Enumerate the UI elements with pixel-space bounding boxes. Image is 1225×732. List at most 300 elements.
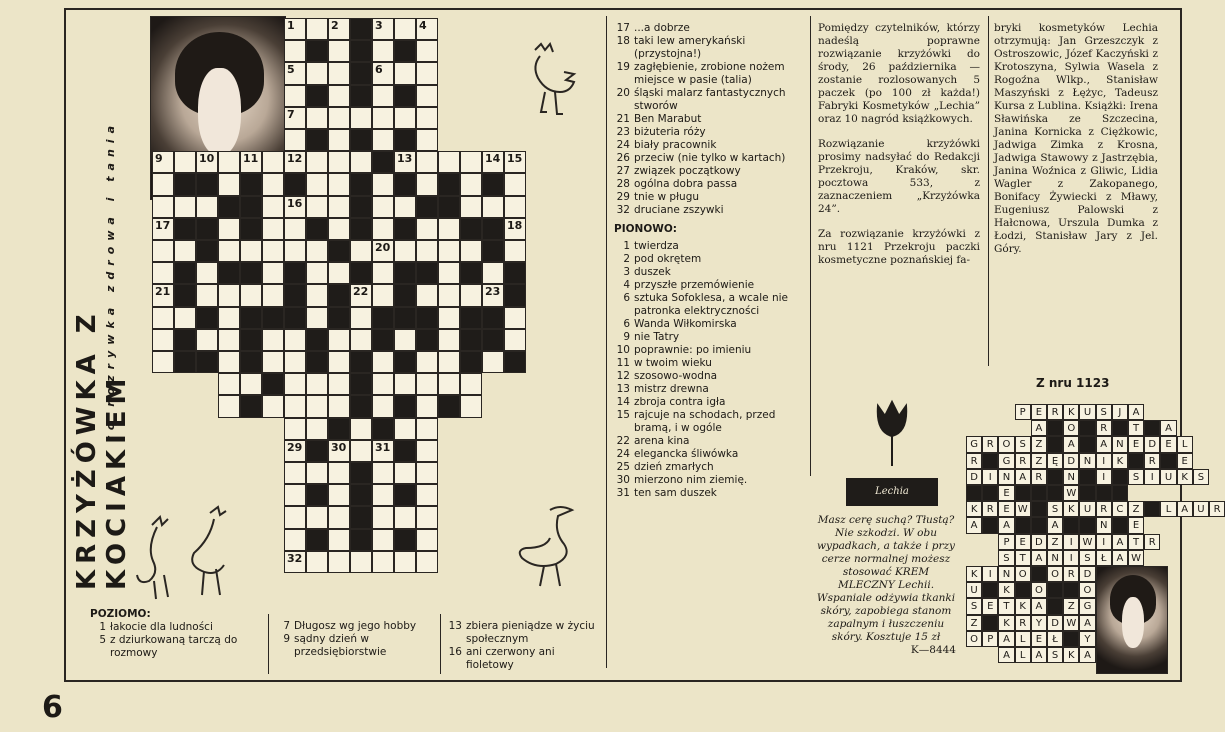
clue-row xyxy=(614,409,804,435)
grid-cell[interactable] xyxy=(152,240,174,262)
contest-paragraph: Za rozwiązanie krzyżówki z nru 1121 Przekroju paczki kosmetyczne poznańskiej fa- xyxy=(818,228,980,266)
grid-cell[interactable] xyxy=(438,262,460,284)
black-cell xyxy=(416,329,438,351)
grid-cell[interactable] xyxy=(306,284,328,306)
grid-cell[interactable] xyxy=(372,129,394,151)
mini-black-cell xyxy=(1079,517,1095,533)
grid-cell[interactable] xyxy=(284,529,306,551)
grid-cell[interactable] xyxy=(328,62,350,84)
grid-cell[interactable] xyxy=(394,329,416,351)
grid-cell[interactable] xyxy=(218,151,240,173)
black-cell xyxy=(174,218,196,240)
mini-letter-cell: A xyxy=(998,631,1014,647)
grid-cell[interactable] xyxy=(394,18,416,40)
black-cell xyxy=(394,262,416,284)
grid-cell[interactable] xyxy=(372,262,394,284)
clue-text: ten sam duszek xyxy=(634,487,717,499)
divider xyxy=(268,614,269,674)
grid-cell[interactable] xyxy=(416,151,438,173)
grid-cell[interactable] xyxy=(306,18,328,40)
grid-cell[interactable] xyxy=(174,151,196,173)
grid-cell[interactable] xyxy=(152,151,174,173)
grid-cell[interactable] xyxy=(240,284,262,306)
mini-letter-cell: A xyxy=(1128,404,1144,420)
clue-number: 17 xyxy=(616,22,630,34)
mini-letter-cell: O xyxy=(1015,566,1031,582)
mini-black-cell xyxy=(1031,566,1047,582)
grid-cell[interactable] xyxy=(504,240,526,262)
grid-cell[interactable] xyxy=(416,173,438,195)
mini-letter-cell: D xyxy=(1079,566,1095,582)
grid-cell[interactable] xyxy=(416,418,438,440)
grid-cell[interactable] xyxy=(284,218,306,240)
mini-letter-cell: R xyxy=(1209,501,1225,517)
grid-cell[interactable] xyxy=(438,284,460,306)
mini-letter-cell: I xyxy=(1063,534,1079,550)
mini-letter-cell: T xyxy=(998,598,1014,614)
grid-cell[interactable] xyxy=(482,196,504,218)
black-cell xyxy=(218,196,240,218)
grid-cell[interactable] xyxy=(262,351,284,373)
clue-text: zbroja contra igła xyxy=(634,396,726,408)
grid-cell[interactable] xyxy=(372,240,394,262)
grid-cell[interactable] xyxy=(394,151,416,173)
clue-row xyxy=(614,152,804,165)
clue-text: zbiera pieniądze w życiu społecznym xyxy=(466,620,595,645)
grid-cell[interactable] xyxy=(372,18,394,40)
grid-cell[interactable] xyxy=(306,307,328,329)
grid-cell[interactable] xyxy=(328,329,350,351)
grid-cell[interactable] xyxy=(174,240,196,262)
grid-cell[interactable] xyxy=(350,284,372,306)
grid-cell[interactable] xyxy=(482,351,504,373)
mini-black-cell xyxy=(1047,582,1063,598)
grid-cell[interactable] xyxy=(306,262,328,284)
grid-cell[interactable] xyxy=(196,284,218,306)
cell-number: 7 xyxy=(287,107,295,121)
grid-cell[interactable] xyxy=(262,240,284,262)
mini-letter-cell: K xyxy=(1063,501,1079,517)
grid-cell[interactable] xyxy=(262,329,284,351)
grid-cell[interactable] xyxy=(372,529,394,551)
grid-cell[interactable] xyxy=(218,218,240,240)
grid-cell[interactable] xyxy=(416,62,438,84)
clue-text: Ben Marabut xyxy=(634,113,702,125)
grid-cell[interactable] xyxy=(218,307,240,329)
grid-cell[interactable] xyxy=(306,395,328,417)
grid-cell[interactable] xyxy=(394,240,416,262)
grid-cell[interactable] xyxy=(504,329,526,351)
black-cell xyxy=(460,351,482,373)
clue-row xyxy=(614,126,804,139)
grid-cell[interactable] xyxy=(394,418,416,440)
black-cell xyxy=(504,351,526,373)
ad-code: K—8444 xyxy=(910,644,956,656)
clue-number: 14 xyxy=(616,396,630,408)
grid-cell[interactable] xyxy=(416,129,438,151)
grid-cell[interactable] xyxy=(350,240,372,262)
grid-cell[interactable] xyxy=(152,284,174,306)
grid-cell[interactable] xyxy=(394,196,416,218)
grid-cell[interactable] xyxy=(262,395,284,417)
black-cell xyxy=(284,173,306,195)
grid-cell[interactable] xyxy=(284,462,306,484)
mini-black-cell xyxy=(1047,420,1063,436)
grid-cell[interactable] xyxy=(482,151,504,173)
clue-number: 9 xyxy=(623,331,630,343)
grid-cell[interactable] xyxy=(306,418,328,440)
grid-cell[interactable] xyxy=(262,151,284,173)
grid-cell[interactable] xyxy=(416,218,438,240)
grid-cell[interactable] xyxy=(284,373,306,395)
grid-cell[interactable] xyxy=(416,440,438,462)
grid-cell[interactable] xyxy=(372,40,394,62)
grid-cell[interactable] xyxy=(372,440,394,462)
grid-cell[interactable] xyxy=(372,484,394,506)
grid-cell[interactable] xyxy=(438,329,460,351)
grid-cell[interactable] xyxy=(306,506,328,528)
mini-letter-cell: L xyxy=(1177,436,1193,452)
grid-cell[interactable] xyxy=(416,240,438,262)
grid-cell[interactable] xyxy=(174,196,196,218)
black-cell xyxy=(240,329,262,351)
grid-cell[interactable] xyxy=(218,329,240,351)
mini-black-cell xyxy=(1015,582,1031,598)
black-cell xyxy=(196,240,218,262)
mini-black-cell xyxy=(1063,631,1079,647)
grid-cell[interactable] xyxy=(350,151,372,173)
mini-letter-cell: A xyxy=(1079,615,1095,631)
grid-cell[interactable] xyxy=(438,307,460,329)
grid-cell[interactable] xyxy=(328,351,350,373)
grid-cell[interactable] xyxy=(350,418,372,440)
grid-cell[interactable] xyxy=(262,218,284,240)
grid-cell[interactable] xyxy=(416,85,438,107)
grid-cell[interactable] xyxy=(152,351,174,373)
grid-cell[interactable] xyxy=(328,218,350,240)
contest-paragraph: Rozwiązanie krzyżówki prosimy nadsyłać do Redakcji Przekroju, Kraków, skr. pocztowa 533, z zaznaczeniem „Krzyżówka 24”. xyxy=(818,138,980,215)
grid-cell[interactable] xyxy=(328,173,350,195)
grid-cell[interactable] xyxy=(152,307,174,329)
grid-cell[interactable] xyxy=(218,240,240,262)
clue-text: z dziurkowaną tarczą do rozmowy xyxy=(110,634,238,659)
grid-cell[interactable] xyxy=(262,284,284,306)
grid-cell[interactable] xyxy=(438,373,460,395)
clue-number: 18 xyxy=(616,35,630,47)
mini-letter-cell: I xyxy=(1063,550,1079,566)
black-cell xyxy=(482,240,504,262)
mini-black-cell xyxy=(1112,517,1128,533)
black-cell xyxy=(350,129,372,151)
mini-letter-cell: S xyxy=(966,598,982,614)
grid-cell[interactable] xyxy=(416,40,438,62)
grid-cell[interactable] xyxy=(284,18,306,40)
cell-number: 29 xyxy=(287,440,303,454)
clue-row xyxy=(614,61,804,87)
grid-cell[interactable] xyxy=(306,196,328,218)
clue-number: 13 xyxy=(616,383,630,395)
grid-cell[interactable] xyxy=(306,551,328,573)
grid-cell[interactable] xyxy=(306,62,328,84)
grid-cell[interactable] xyxy=(174,307,196,329)
grid-cell[interactable] xyxy=(306,151,328,173)
grid-cell[interactable] xyxy=(152,218,174,240)
grid-cell[interactable] xyxy=(460,284,482,306)
clue-row xyxy=(614,292,804,318)
grid-cell[interactable] xyxy=(328,395,350,417)
mini-letter-cell: Z xyxy=(1031,436,1047,452)
grid-cell[interactable] xyxy=(306,107,328,129)
contest-paragraph: Pomiędzy czytelników, którzy nadeślą poprawne rozwiązanie krzyżówki do środy, 26 października — zostanie rozlosowanych 5 paczek (po 100 zł każda!) Fabryki Kosmetyków „Lechia” oraz 10 nagród książkowych. xyxy=(818,22,980,125)
grid-cell[interactable] xyxy=(262,262,284,284)
grid-cell[interactable] xyxy=(460,151,482,173)
mini-black-cell xyxy=(1015,517,1031,533)
grid-cell[interactable] xyxy=(394,62,416,84)
grid-cell[interactable] xyxy=(262,173,284,195)
grid-cell[interactable] xyxy=(328,18,350,40)
cell-number: 17 xyxy=(155,218,171,232)
grid-cell[interactable] xyxy=(240,151,262,173)
grid-cell[interactable] xyxy=(416,395,438,417)
grid-cell[interactable] xyxy=(482,262,504,284)
black-cell xyxy=(460,307,482,329)
grid-cell[interactable] xyxy=(372,351,394,373)
grid-cell[interactable] xyxy=(240,373,262,395)
mini-letter-cell: P xyxy=(982,631,998,647)
grid-cell[interactable] xyxy=(460,240,482,262)
grid-cell[interactable] xyxy=(504,307,526,329)
mini-letter-cell: A xyxy=(1047,517,1063,533)
grid-cell[interactable] xyxy=(284,484,306,506)
grid-cell[interactable] xyxy=(328,107,350,129)
grid-cell[interactable] xyxy=(438,240,460,262)
grid-cell[interactable] xyxy=(372,218,394,240)
grid-cell[interactable] xyxy=(394,373,416,395)
grid-cell[interactable] xyxy=(218,373,240,395)
grid-cell[interactable] xyxy=(284,329,306,351)
grid-cell[interactable] xyxy=(394,506,416,528)
black-cell xyxy=(306,129,328,151)
grid-cell[interactable] xyxy=(504,173,526,195)
grid-cell[interactable] xyxy=(350,440,372,462)
winners-list: bryki kosmetyków Lechia otrzymują: Jan Grzeszczyk z Ostroszowic, Józef Kaczyński z Krotoszyna, Sylwia Wasela z Rogoźna Wlkp., Stanisław Maszyński z Łężyc, Tadeusz Kursa z Lublina. Książki: Irena Sławińska ze Szczecina, Janina Kornicka z Ciężkowic, Jadwiga Zimka z Krosna, Jadwiga Stawowy z Jastrzębia, Janina Woźnica z Gliwic, Lidia Wagler z Zakopanego, Bonifacy Żywiecki z Mławy, Eugeniusz Palowski z Hałcnowa, Urszula Dumka z Łodzi, Stanisław Jary z Jel. Góry. xyxy=(994,22,1158,255)
grid-cell[interactable] xyxy=(284,129,306,151)
grid-cell[interactable] xyxy=(416,107,438,129)
mini-letter-cell: N xyxy=(1096,517,1112,533)
grid-cell[interactable] xyxy=(328,440,350,462)
grid-cell[interactable] xyxy=(372,395,394,417)
mini-letter-cell: U xyxy=(1160,469,1176,485)
grid-cell[interactable] xyxy=(240,240,262,262)
grid-cell[interactable] xyxy=(152,173,174,195)
grid-cell[interactable] xyxy=(152,329,174,351)
grid-cell[interactable] xyxy=(416,462,438,484)
grid-cell[interactable] xyxy=(438,151,460,173)
grid-cell[interactable] xyxy=(152,262,174,284)
grid-cell[interactable] xyxy=(328,196,350,218)
black-cell xyxy=(350,62,372,84)
mini-letter-cell: K xyxy=(1063,404,1079,420)
grid-cell[interactable] xyxy=(328,129,350,151)
black-cell xyxy=(284,262,306,284)
grid-cell[interactable] xyxy=(416,284,438,306)
grid-cell[interactable] xyxy=(196,262,218,284)
grid-cell[interactable] xyxy=(262,196,284,218)
grid-cell[interactable] xyxy=(306,373,328,395)
mini-letter-cell: E xyxy=(1015,534,1031,550)
grid-cell[interactable] xyxy=(460,395,482,417)
mini-letter-cell: A xyxy=(1112,534,1128,550)
grid-cell[interactable] xyxy=(372,62,394,84)
mini-letter-cell: S xyxy=(1047,501,1063,517)
mini-letter-cell: A xyxy=(998,647,1014,663)
grid-cell[interactable] xyxy=(218,173,240,195)
clue-text: twierdza xyxy=(634,240,679,252)
grid-cell[interactable] xyxy=(196,196,218,218)
grid-cell[interactable] xyxy=(328,262,350,284)
mini-letter-cell: S xyxy=(1079,550,1095,566)
grid-cell[interactable] xyxy=(416,484,438,506)
mini-black-cell xyxy=(1079,469,1095,485)
grid-cell[interactable] xyxy=(284,418,306,440)
grid-cell[interactable] xyxy=(438,218,460,240)
grid-cell[interactable] xyxy=(328,40,350,62)
clue-text: Wanda Wiłkomirska xyxy=(634,318,737,330)
grid-cell[interactable] xyxy=(372,506,394,528)
grid-cell[interactable] xyxy=(350,107,372,129)
cell-number: 15 xyxy=(507,152,523,166)
grid-cell[interactable] xyxy=(460,373,482,395)
prev-solution-title: Z nru 1123 xyxy=(1036,376,1110,390)
clue-row xyxy=(614,87,804,113)
grid-cell[interactable] xyxy=(284,351,306,373)
black-cell xyxy=(328,240,350,262)
grid-cell[interactable] xyxy=(372,462,394,484)
grid-cell[interactable] xyxy=(350,551,372,573)
mini-letter-cell: N xyxy=(1047,550,1063,566)
grid-cell[interactable] xyxy=(372,107,394,129)
grid-cell[interactable] xyxy=(284,85,306,107)
grid-cell[interactable] xyxy=(284,196,306,218)
mini-black-cell xyxy=(1096,485,1112,501)
divider xyxy=(440,614,441,674)
grid-cell[interactable] xyxy=(372,196,394,218)
grid-cell[interactable] xyxy=(284,551,306,573)
black-cell xyxy=(328,307,350,329)
grid-cell[interactable] xyxy=(394,462,416,484)
grid-cell[interactable] xyxy=(328,506,350,528)
cell-number: 13 xyxy=(397,152,413,166)
black-cell xyxy=(174,284,196,306)
grid-cell[interactable] xyxy=(372,373,394,395)
black-cell xyxy=(306,351,328,373)
grid-cell[interactable] xyxy=(328,529,350,551)
grid-cell[interactable] xyxy=(328,85,350,107)
clue-number: 7 xyxy=(283,620,290,632)
mini-letter-cell: K xyxy=(998,582,1014,598)
grid-cell[interactable] xyxy=(394,107,416,129)
grid-cell[interactable] xyxy=(460,196,482,218)
grid-cell[interactable] xyxy=(306,462,328,484)
mini-letter-cell: L xyxy=(1160,501,1176,517)
black-cell xyxy=(350,18,372,40)
grid-cell[interactable] xyxy=(372,551,394,573)
grid-cell[interactable] xyxy=(284,151,306,173)
grid-cell[interactable] xyxy=(416,373,438,395)
grid-cell[interactable] xyxy=(350,307,372,329)
grid-cell[interactable] xyxy=(218,395,240,417)
mini-letter-cell: R xyxy=(966,453,982,469)
grid-cell[interactable] xyxy=(218,284,240,306)
grid-cell[interactable] xyxy=(504,218,526,240)
cell-number: 12 xyxy=(287,152,303,166)
grid-cell[interactable] xyxy=(416,551,438,573)
grid-cell[interactable] xyxy=(284,62,306,84)
mini-black-cell xyxy=(1112,485,1128,501)
grid-cell[interactable] xyxy=(284,440,306,462)
clue-row xyxy=(614,113,804,126)
black-cell xyxy=(504,284,526,306)
grid-cell[interactable] xyxy=(328,462,350,484)
clue-row xyxy=(614,383,804,396)
grid-cell[interactable] xyxy=(328,484,350,506)
grid-cell[interactable] xyxy=(416,506,438,528)
grid-cell[interactable] xyxy=(504,196,526,218)
grid-cell[interactable] xyxy=(416,529,438,551)
crossword-grid[interactable] xyxy=(150,16,600,604)
grid-cell[interactable] xyxy=(328,551,350,573)
mini-black-cell xyxy=(1144,501,1160,517)
grid-cell[interactable] xyxy=(196,151,218,173)
grid-cell[interactable] xyxy=(284,240,306,262)
grid-cell[interactable] xyxy=(372,173,394,195)
grid-cell[interactable] xyxy=(306,240,328,262)
grid-cell[interactable] xyxy=(284,506,306,528)
grid-cell[interactable] xyxy=(218,351,240,373)
grid-cell[interactable] xyxy=(328,151,350,173)
grid-cell[interactable] xyxy=(328,373,350,395)
black-cell xyxy=(240,196,262,218)
mini-letter-cell: W xyxy=(1015,501,1031,517)
grid-cell[interactable] xyxy=(460,173,482,195)
mini-letter-cell: K xyxy=(1063,647,1079,663)
mini-black-cell xyxy=(1047,469,1063,485)
black-cell xyxy=(460,218,482,240)
grid-cell[interactable] xyxy=(152,196,174,218)
black-cell xyxy=(174,351,196,373)
grid-cell[interactable] xyxy=(196,329,218,351)
black-cell xyxy=(394,529,416,551)
mini-letter-cell: A xyxy=(1112,550,1128,566)
woman-photo-small xyxy=(1096,566,1168,674)
grid-cell[interactable] xyxy=(482,284,504,306)
grid-cell[interactable] xyxy=(350,329,372,351)
mini-letter-cell: A xyxy=(1063,436,1079,452)
grid-cell[interactable] xyxy=(284,107,306,129)
grid-cell[interactable] xyxy=(416,18,438,40)
black-cell xyxy=(240,262,262,284)
grid-cell[interactable] xyxy=(416,351,438,373)
grid-cell[interactable] xyxy=(306,173,328,195)
grid-cell[interactable] xyxy=(284,40,306,62)
grid-cell[interactable] xyxy=(438,351,460,373)
grid-cell[interactable] xyxy=(372,284,394,306)
grid-cell[interactable] xyxy=(284,395,306,417)
grid-cell[interactable] xyxy=(372,85,394,107)
grid-cell[interactable] xyxy=(504,151,526,173)
grid-cell[interactable] xyxy=(394,551,416,573)
clue-number: 24 xyxy=(616,448,630,460)
